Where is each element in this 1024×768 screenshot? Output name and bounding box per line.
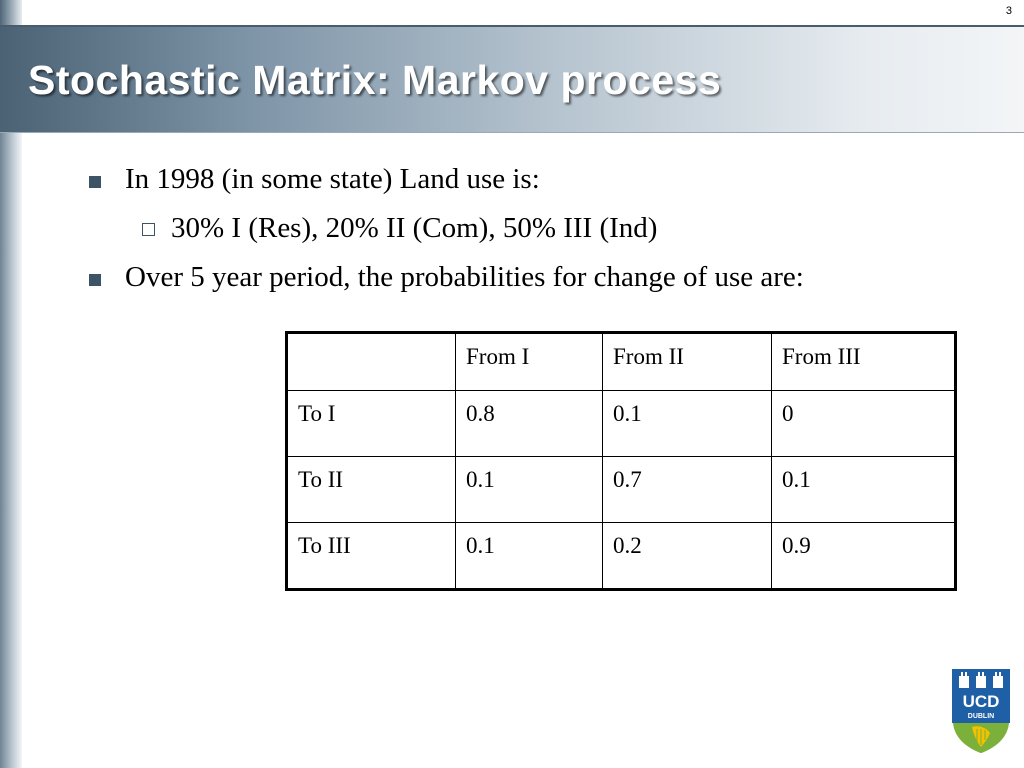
table-cell: 0.9 <box>772 523 956 590</box>
bullet-text: Over 5 year period, the probabilities for change of use are: <box>125 261 804 293</box>
table-cell: 0.2 <box>603 523 772 590</box>
table-header-cell: From III <box>772 333 956 391</box>
table-header-cell: From II <box>603 333 772 391</box>
logo-subtext: DUBLIN <box>967 713 995 720</box>
table-header-cell: From I <box>456 333 603 391</box>
table-row-label: To I <box>287 391 456 457</box>
table-cell: 0.1 <box>772 457 956 523</box>
table-cell: 0.7 <box>603 457 772 523</box>
sub-bullet-item-1 <box>171 212 657 245</box>
bullet-item-2 <box>125 261 804 294</box>
table-corner-cell <box>287 333 456 391</box>
table-cell: 0 <box>772 391 956 457</box>
transition-probability-table <box>285 331 957 591</box>
table-cell: 0.1 <box>456 523 603 590</box>
table-row-label: To II <box>287 457 456 523</box>
bullet-text: 30% I (Res), 20% II (Com), 50% III (Ind) <box>171 212 658 244</box>
bullet-text: In 1998 (in some state) Land use is: <box>125 163 540 195</box>
table-cell: 0.1 <box>456 457 603 523</box>
table-header-row <box>287 333 956 391</box>
square-bullet-icon <box>89 274 101 286</box>
table-cell: 0.1 <box>603 391 772 457</box>
bullet-item-1 <box>125 163 540 196</box>
table-row <box>287 457 956 523</box>
table-row <box>287 523 956 590</box>
title-bar <box>0 25 1024 133</box>
ucd-logo <box>950 667 1012 755</box>
table-cell: 0.8 <box>456 391 603 457</box>
slide-title: Stochastic Matrix: Markov process <box>28 57 722 103</box>
logo-text: UCD <box>962 692 1000 711</box>
square-bullet-icon <box>89 176 101 188</box>
table-row-label: To III <box>287 523 456 590</box>
table-row <box>287 391 956 457</box>
hollow-square-bullet-icon <box>142 223 155 236</box>
page-number: 3 <box>1005 5 1012 17</box>
